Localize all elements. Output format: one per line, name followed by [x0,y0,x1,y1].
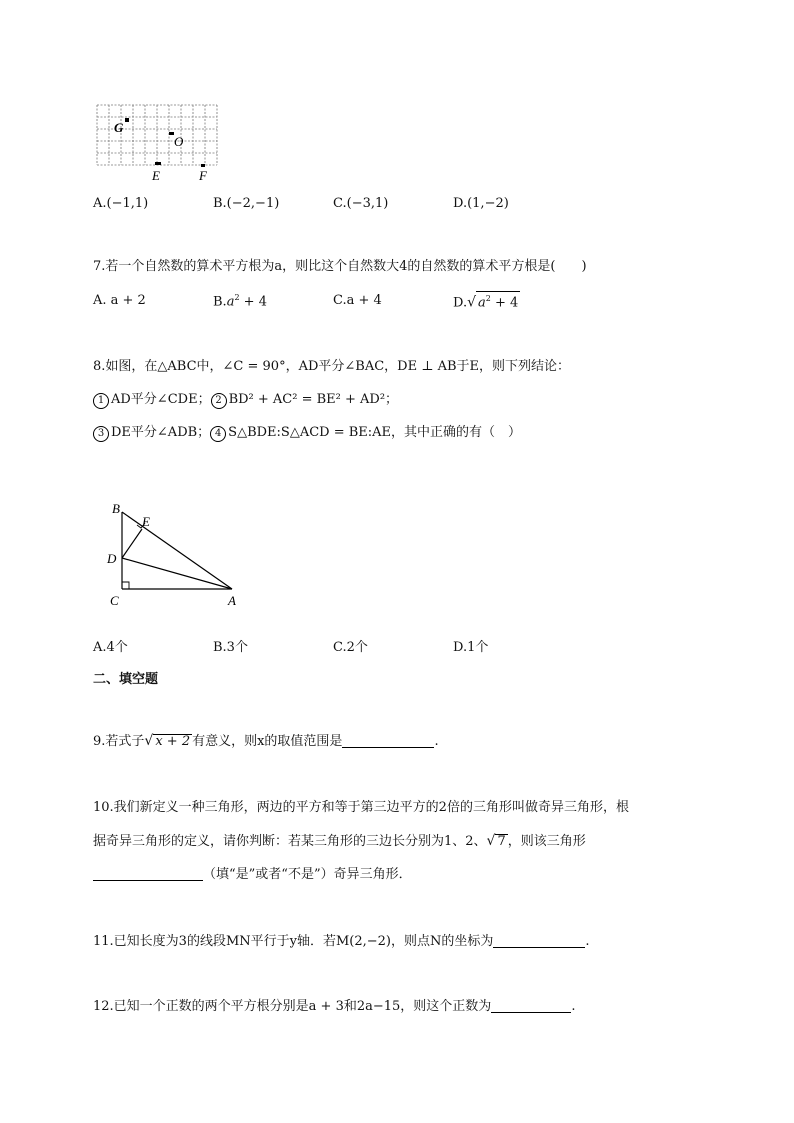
q10-line3-text: （填“是”或者“不是”）奇异三角形． [203,867,412,882]
q9-answer-blank[interactable] [342,733,434,748]
q7-option-d-a: a [478,295,486,311]
q7-option-d-prefix: D. [453,295,468,311]
q6-option-d[interactable]: D.(1,−2) [453,196,509,211]
q8-conclusion-2: BD² + AC² = BE² + AD²； [228,392,399,407]
q10-line2-prefix: 据奇异三角形的定义，请你判断：若某三角形的三边长分别为1、2、 [93,834,487,849]
vertex-c-label: C [110,593,119,608]
q7-option-b-sup: 2 [234,293,240,302]
radical-sign-icon: √ [467,294,477,311]
vertex-b-label: B [112,501,120,516]
point-g-label: G [114,120,124,135]
q6-option-c[interactable]: C.(−3,1) [333,196,389,211]
q8-conclusion-4: S△BDE:S△ACD = BE:AE，其中正确的有（ ） [228,425,522,440]
radical-sign-icon: √ [486,833,496,849]
q12-stem: 12.已知一个正数的两个平方根分别是a + 3和2a−15，则这个正数为 [93,999,492,1014]
q12-text [93,998,575,1015]
radical-sign-icon: √ [144,733,154,749]
q9-radicand: x + 2 [155,734,191,749]
q9-text [93,733,439,750]
q8-option-c[interactable]: C.2个 [333,640,368,655]
circled-number-4: 4 [210,426,226,442]
q7-option-b-rest: + 4 [239,294,267,310]
q10-line2-suffix: ，则该三角形 [507,834,586,849]
q7-option-d[interactable] [453,291,520,310]
point-e-marker [155,162,161,165]
q6-option-b[interactable]: B.(−2,−1) [213,196,280,211]
q7-option-a[interactable]: A. a + 2 [93,293,146,308]
vertex-a-label: A [228,593,236,608]
point-o-label: O [174,134,184,149]
triangle-figure [100,497,250,612]
circled-number-3: 3 [93,426,109,442]
q10-line3 [93,866,412,883]
q10-answer-blank[interactable] [93,866,203,881]
q11-answer-blank[interactable] [493,933,585,948]
q8-option-b[interactable]: B.3个 [213,640,248,655]
q8-conclusion-1: AD平分∠CDE； [111,392,211,407]
q11-text [93,933,590,950]
section-2-heading: 二、填空题 [93,672,159,687]
q7-option-b-base: a [226,294,235,310]
circled-number-1: 1 [93,393,109,409]
q10-line1: 10.我们新定义一种三角形，两边的平方和等于第三边平方的2倍的三角形叫做奇异三角形，根 [93,800,629,815]
q7-option-b[interactable] [213,293,267,309]
q12-end: . [571,999,576,1014]
q9-prefix: 9.若式子 [93,734,145,749]
circled-number-2: 2 [211,393,227,409]
q8-conclusion-3: DE平分∠ADB； [111,425,211,440]
q7-option-d-sup: 2 [485,294,491,303]
q11-end: . [585,934,590,949]
q8-line2 [93,392,398,409]
point-e-label: E [152,168,160,183]
q8-option-d[interactable]: D.1个 [453,640,489,655]
q7-stem: 7.若一个自然数的算术平方根为a，则比这个自然数大4的自然数的算术平方根是( ) [93,259,587,274]
vertex-d-label: D [107,551,117,566]
q9-end: . [434,734,439,749]
q8-option-a[interactable]: A.4个 [93,640,128,655]
q7-option-d-rest: + 4 [490,295,519,311]
point-f-marker [201,164,205,167]
q8-line3 [93,425,521,442]
coordinate-grid-figure [90,100,225,185]
q7-option-c[interactable]: C.a + 4 [333,293,382,308]
q7-option-b-prefix: B. [213,294,227,310]
q10-line2 [93,833,586,850]
q10-radicand: 7 [497,834,506,849]
q11-stem: 11.已知长度为3的线段MN平行于y轴．若M(2,−2)，则点N的坐标为 [93,934,494,949]
q12-answer-blank[interactable] [491,998,571,1013]
q6-option-a[interactable]: A.(−1,1) [93,196,149,211]
q9-suffix: 有意义，则x的取值范围是 [192,734,343,749]
q8-line1: 8.如图，在△ABC中，∠C = 90°，AD平分∠BAC，DE ⊥ AB于E，则下列结论： [93,359,570,374]
point-g-marker [125,118,129,122]
vertex-e-label: E [142,514,150,529]
point-f-label: F [199,168,207,183]
